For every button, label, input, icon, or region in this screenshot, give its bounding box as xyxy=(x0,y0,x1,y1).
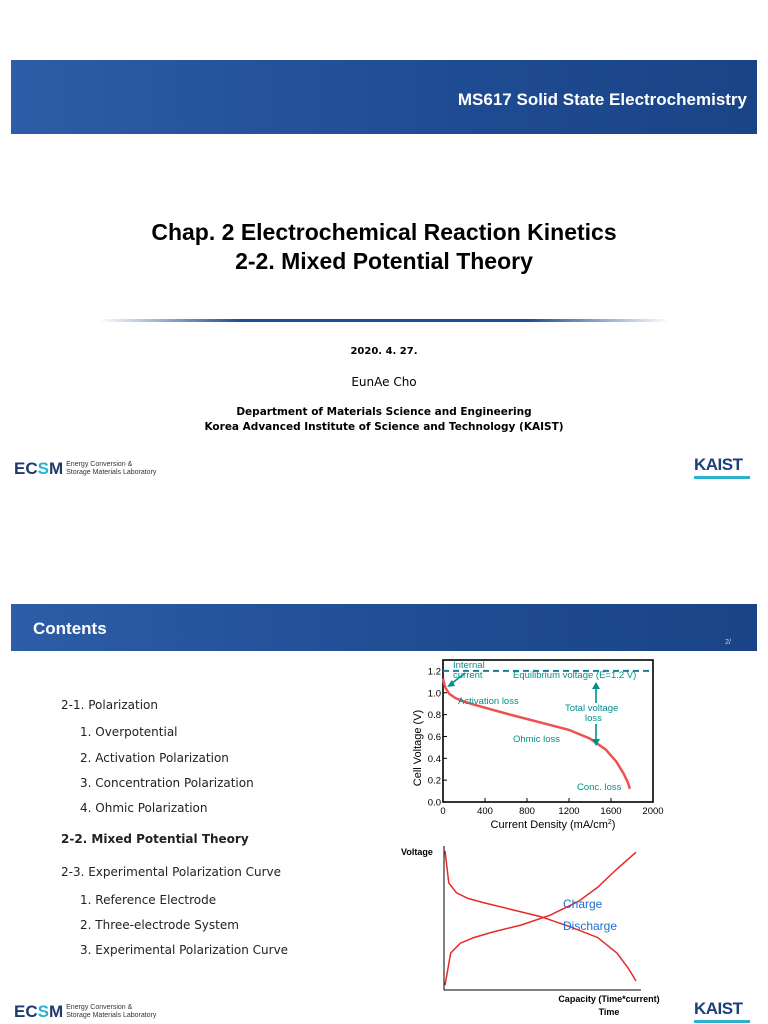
annotation-activation-loss: Activation loss xyxy=(458,696,519,707)
annotation-conc-loss: Conc. loss xyxy=(577,782,622,793)
ecsm-logo-mark: ECSM xyxy=(14,1002,64,1021)
arrow-head-icon xyxy=(592,682,600,689)
contents-banner xyxy=(11,604,757,651)
title-line-2: 2-2. Mixed Potential Theory xyxy=(235,248,533,274)
y-tick-label: 1.2 xyxy=(427,666,441,678)
x-tick-label: 1600 xyxy=(600,806,622,817)
annotation-ohmic-loss: Ohmic loss xyxy=(513,734,560,745)
toc-item: 2. Three-electrode System xyxy=(80,918,239,932)
toc-item: 3. Experimental Polarization Curve xyxy=(80,943,289,957)
department-line-2: Korea Advanced Institute of Science and Technology (KAIST) xyxy=(204,421,564,433)
x-tick-label: 1200 xyxy=(558,806,580,817)
kaist-logo-bar xyxy=(694,1020,750,1023)
toc-item: 4. Ohmic Polarization xyxy=(80,801,208,815)
charge-discharge-chart xyxy=(398,840,698,1020)
x-tick-label: 2000 xyxy=(642,806,664,817)
kaist-logo xyxy=(694,999,750,1023)
title-line-1: Chap. 2 Electrochemical Reaction Kinetics xyxy=(151,219,617,245)
plot-frame xyxy=(443,660,653,802)
discharge-curve xyxy=(445,851,636,981)
toc-item: 1. Reference Electrode xyxy=(80,893,217,907)
y-tick-label: 1.0 xyxy=(427,688,441,700)
x-tick-label: 0 xyxy=(440,806,446,817)
ecsm-logo-mark: ECSM xyxy=(14,459,64,478)
kaist-logo-text: KAIST xyxy=(694,455,743,474)
y-axis-label: Cell Voltage (V) xyxy=(412,709,424,787)
toc-item: 2-3. Experimental Polarization Curve xyxy=(61,865,282,879)
ecsm-logo-subtitle: Energy Conversion & Storage Materials Laboratory xyxy=(66,1004,157,1019)
department-line-1: Department of Materials Science and Engineering xyxy=(236,406,532,418)
y-tick-label: 0.4 xyxy=(427,753,441,765)
x-axis-label-secondary: Time xyxy=(598,1007,620,1017)
y-axis-label: Voltage xyxy=(401,847,433,857)
page-number: 2/ xyxy=(725,639,731,646)
author-name: EunAe Cho xyxy=(351,375,417,389)
polarization-chart xyxy=(405,656,685,836)
kaist-logo-text: KAIST xyxy=(694,999,743,1018)
toc-item: 3. Concentration Polarization xyxy=(80,776,254,790)
x-axis-label: Capacity (Time*current) xyxy=(558,994,660,1004)
annotation-internal-current: current xyxy=(453,670,483,681)
presentation-date: 2020. 4. 27. xyxy=(350,346,418,357)
course-title: MS617 Solid State Electrochemistry xyxy=(457,90,747,109)
x-axis-label: Current Density $(mA/cm^2)$ xyxy=(490,819,616,831)
ecsm-logo-subtitle: Energy Conversion & Storage Materials Laboratory xyxy=(66,461,157,476)
y-tick-label: 0.6 xyxy=(427,731,441,743)
toc-item: 2-1. Polarization xyxy=(61,698,158,712)
slide-title xyxy=(0,218,768,276)
toc-item: 2. Activation Polarization xyxy=(80,751,229,765)
y-tick-label: 0.0 xyxy=(427,797,441,809)
y-tick-label: 0.8 xyxy=(427,710,441,722)
ecsm-logo xyxy=(14,1002,156,1022)
title-divider xyxy=(98,319,670,322)
annotation-total-loss: loss xyxy=(585,713,602,724)
ecsm-logo xyxy=(14,459,156,479)
legend-charge: Charge xyxy=(563,897,603,911)
legend-discharge: Discharge xyxy=(563,919,618,933)
x-axis-ticks xyxy=(440,798,663,817)
kaist-logo xyxy=(694,455,750,479)
y-tick-label: 0.2 xyxy=(427,775,441,787)
annotation-equilibrium: Equilibrium voltage (E=1.2 V) xyxy=(513,670,637,681)
annotation-total-loss: Total voltage xyxy=(565,703,619,714)
x-tick-label: 400 xyxy=(477,806,493,817)
kaist-logo-bar xyxy=(694,476,750,479)
x-tick-label: 800 xyxy=(519,806,535,817)
course-banner xyxy=(11,60,757,134)
toc-item: 1. Overpotential xyxy=(80,725,178,739)
contents-heading: Contents xyxy=(33,619,107,638)
toc-item-current: 2-2. Mixed Potential Theory xyxy=(61,832,249,846)
annotation-internal-current: Internal xyxy=(453,660,485,671)
